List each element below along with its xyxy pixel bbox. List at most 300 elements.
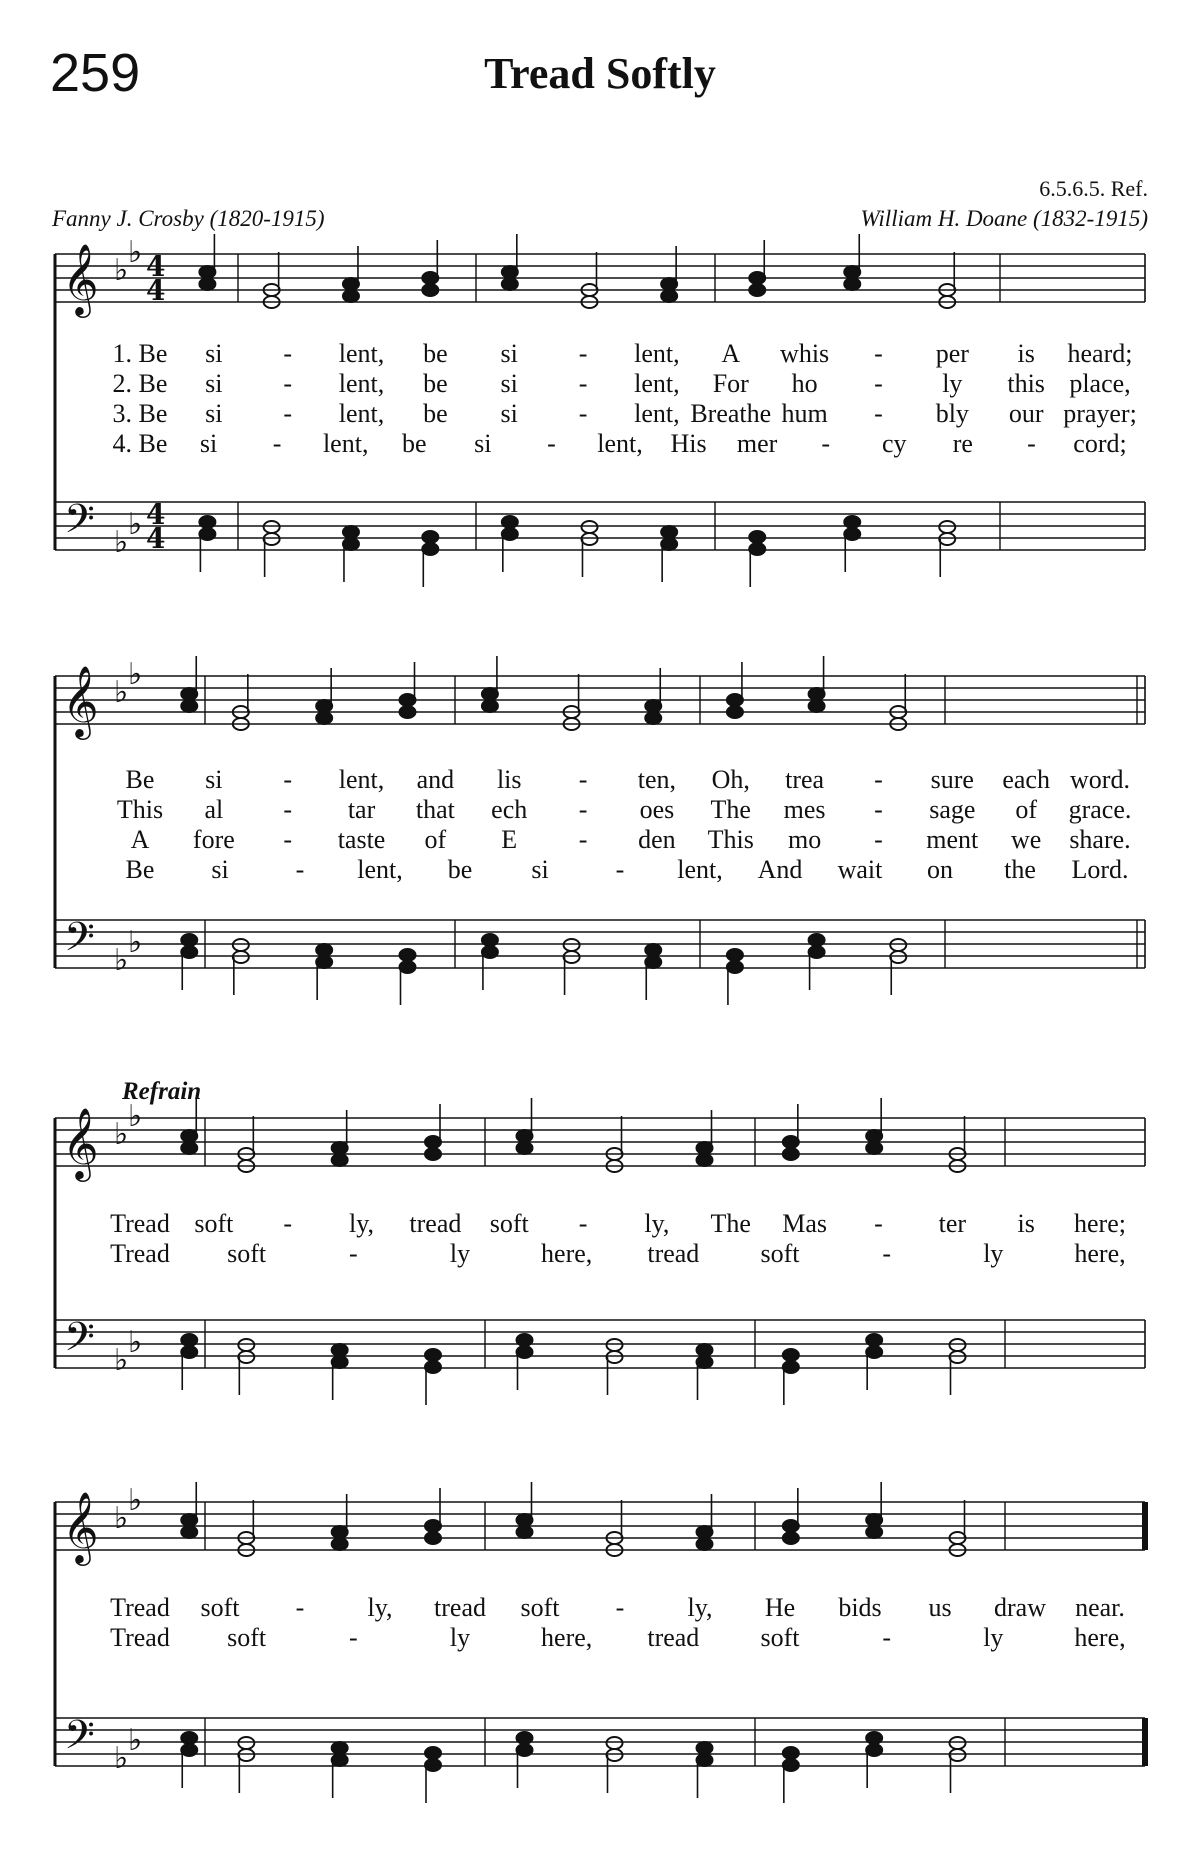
treble-note-head [809,688,825,700]
bass-note-head [264,521,280,533]
treble-note-head [866,1514,882,1526]
bass-note-head [199,516,215,528]
lyric-syllable: draw [994,1593,1046,1622]
lyric-syllable: ly [942,369,963,398]
bass-note-head [645,956,661,968]
flat-sign: ♭ [128,1325,143,1360]
lyric-syllable: on [927,855,953,884]
bass-note-head [607,1339,623,1351]
flat-sign: ♭ [128,507,143,542]
treble-note-head [697,1142,713,1154]
bass-note-head [181,1346,197,1358]
lyric-syllable: ment [926,825,979,854]
treble-note-head [697,1538,713,1550]
lyric-syllable: and [416,765,455,794]
lyric-syllable: sure [930,765,974,794]
lyric-syllable: we [1010,825,1042,854]
lyric-syllable: mes [783,795,826,824]
flat-sign: ♭ [114,1501,129,1536]
bass-note-head [517,1744,533,1756]
lyric-syllable: Lord. [1071,855,1129,884]
lyric-syllable: - [821,429,831,458]
bass-note-head [607,1737,623,1749]
lyric-syllable: is [1017,1209,1035,1238]
bass-clef-icon: 𝄢 [64,1712,95,1768]
lyric-syllable: hum [781,399,828,428]
treble-clef-icon: 𝄞 [62,1490,99,1563]
lyric-syllable: For [712,369,749,398]
bass-note-head [238,1749,254,1761]
treble-note-head [199,266,215,278]
lyric-syllable: taste [337,825,386,854]
lyric-syllable: is [1017,339,1035,368]
lyric-syllable: ech [491,795,528,824]
treble-note-head [181,688,197,700]
lyric-syllable: Tread [110,1593,170,1622]
flat-sign: ♭ [128,235,143,270]
lyric-syllable: whis [780,339,830,368]
lyric-syllable: ly [449,1239,471,1268]
lyric-syllable: soft [227,1623,267,1652]
lyric-syllable: al [204,795,224,824]
bass-note-head [517,1346,533,1358]
lyric-syllable: ly, [687,1593,713,1622]
lyric-syllable: the [1004,855,1036,884]
lyric-syllable: - [874,369,883,398]
bass-note-head [422,531,438,543]
lyric-syllable: lent, [322,429,369,458]
hymn-number: 259 [50,43,141,103]
time-signature: 4 [146,498,166,531]
treble-note-head [749,284,765,296]
lyric-syllable: - [283,1209,293,1238]
bass-note-head [727,961,743,973]
bass-note-head [233,939,249,951]
bass-note-head [890,939,906,951]
lyric-syllable: here; [1074,1209,1126,1238]
lyric-syllable: The [710,795,751,824]
treble-note-head [783,1532,799,1544]
treble-note-head [727,706,743,718]
lyric-syllable: 4. Be [112,429,168,458]
bass-note-head [517,1334,533,1346]
bass-note-head [332,1742,348,1754]
bass-note-head [181,946,197,958]
treble-note-head [332,1154,348,1166]
lyric-syllable: - [874,795,883,824]
lyric-syllable: Tread [110,1239,170,1268]
bass-note-head [425,1361,441,1373]
treble-clef-icon: 𝄞 [62,242,99,315]
flat-sign: ♭ [128,1099,143,1134]
lyric-syllable: This [116,795,164,824]
treble-note-head [645,712,661,724]
lyric-syllable: The [710,1209,751,1238]
lyric-syllable: lent, [338,399,385,428]
bass-note-head [950,1737,966,1749]
lyric-syllable: - [1027,429,1036,458]
lyric-syllable: bids [838,1593,882,1622]
lyric-syllable: place, [1069,369,1131,398]
lyric-syllable: tar [347,795,376,824]
treble-note-head [482,700,498,712]
lyric-syllable: tread [647,1239,700,1268]
bass-note-head [238,1339,254,1351]
lyric-syllable: - [882,1239,892,1268]
lyric-syllable: trea [785,765,825,794]
lyric-syllable: - [295,855,305,884]
lyric-syllable: - [615,1593,625,1622]
lyric-syllable: tread [434,1593,486,1622]
bass-note-head [332,1344,348,1356]
lyric-syllable: be [447,855,473,884]
bass-note-head [749,531,765,543]
lyric-syllable: Be [125,765,155,794]
flat-sign: ♭ [128,925,143,960]
lyric-syllable: sage [929,795,976,824]
treble-note-head [645,700,661,712]
bass-note-head [783,1759,799,1771]
treble-note-head [181,1130,197,1142]
treble-clef-icon: 𝄞 [62,664,99,737]
treble-note-head [422,272,438,284]
bass-note-head [607,1749,623,1761]
lyric-syllable: - [295,1593,305,1622]
lyric-syllable: be [423,399,448,428]
lyric-syllable: si [205,369,223,398]
lyric-syllable: soft [200,1593,240,1622]
treble-note-head [866,1130,882,1142]
bass-note-head [181,1744,197,1756]
lyric-syllable: bly [935,399,969,428]
lyric-syllable: word. [1070,765,1130,794]
treble-note-head [316,700,332,712]
bass-note-head [783,1747,799,1759]
lyric-syllable: grace. [1068,795,1132,824]
treble-note-head [727,694,743,706]
bass-note-head [425,1759,441,1771]
bass-note-head [697,1344,713,1356]
lyric-syllable: us [928,1593,952,1622]
lyric-syllable: si [205,339,223,368]
bass-note-head [564,939,580,951]
treble-note-head [502,266,518,278]
lyric-syllable: near. [1075,1593,1125,1622]
treble-note-head [661,290,677,302]
lyric-syllable: here, [1074,1623,1126,1652]
flat-sign: ♭ [128,657,143,692]
bass-note-head [607,1351,623,1363]
lyric-syllable: si [500,339,518,368]
lyric-syllable: ly [983,1623,1004,1652]
bass-note-head [939,521,955,533]
lyric-syllable: ly, [367,1593,393,1622]
bass-note-head [316,944,332,956]
flat-sign: ♭ [114,943,129,978]
bass-note-head [238,1737,254,1749]
bass-note-head [844,516,860,528]
lyric-syllable: heard; [1067,339,1133,368]
lyric-syllable: cord; [1073,429,1127,458]
treble-note-head [400,694,416,706]
lyric-syllable: si [531,855,549,884]
lyric-syllable: lent, [634,399,680,428]
lyric-syllable: E [501,825,518,854]
bass-note-head [564,951,580,963]
bass-note-head [866,1744,882,1756]
lyric-syllable: - [882,1623,892,1652]
lyric-syllable: lent, [634,339,680,368]
lyric-syllable: ly, [644,1209,670,1238]
lyric-syllable: Breathe [690,399,772,428]
lyric-syllable: of [1015,795,1037,824]
lyric-syllable: - [874,765,883,794]
lyric-syllable: - [874,825,883,854]
lyric-syllable: - [283,825,293,854]
lyric-syllable: And [757,855,803,884]
treble-note-head [343,278,359,290]
lyric-syllable: den [638,825,676,854]
lyric-syllable: soft [760,1623,800,1652]
lyric-syllable: 3. Be [112,399,168,428]
lyric-syllable: - [283,339,293,368]
bass-note-head [950,1749,966,1761]
bass-note-head [645,944,661,956]
lyric-syllable: - [578,795,588,824]
bass-clef-icon: 𝄢 [64,914,95,970]
flat-sign: ♭ [114,675,129,710]
treble-note-head [425,1136,441,1148]
bass-note-head [939,533,955,545]
bass-clef-icon: 𝄢 [64,1314,95,1370]
lyric-syllable: lis [496,765,522,794]
bass-note-head [238,1351,254,1363]
flat-sign: ♭ [128,1483,143,1518]
bass-note-head [482,934,498,946]
lyric-syllable: - [615,855,625,884]
flat-sign: ♭ [114,1117,129,1152]
bass-clef-icon: 𝄢 [64,496,95,552]
flat-sign: ♭ [114,253,129,288]
bass-note-head [343,538,359,550]
lyric-syllable: si [500,399,518,428]
lyric-syllable: be [402,429,427,458]
lyric-syllable: si [474,429,492,458]
bass-note-head [866,1732,882,1744]
treble-note-head [866,1142,882,1154]
flat-sign: ♭ [128,1723,143,1758]
lyric-syllable: - [874,339,883,368]
bass-note-head [332,1356,348,1368]
lyric-syllable: per [935,339,969,368]
treble-note-head [332,1538,348,1550]
treble-note-head [181,1514,197,1526]
treble-note-head [783,1520,799,1532]
bass-note-head [783,1349,799,1361]
composer-credit: William H. Doane (1832-1915) [860,206,1148,231]
bass-note-head [422,543,438,555]
lyric-syllable: 1. Be [112,339,168,368]
lyric-syllable: Tread [110,1209,170,1238]
bass-note-head [199,528,215,540]
treble-note-head [181,1142,197,1154]
lyric-syllable: fore [192,825,235,854]
lyric-syllable: - [348,1623,358,1652]
treble-note-head [783,1136,799,1148]
treble-clef-icon: 𝄞 [62,1106,99,1179]
lyric-syllable: oes [639,795,675,824]
lyric-syllable: ly [449,1623,471,1652]
treble-note-head [502,278,518,290]
lyric-syllable: Oh, [711,765,750,794]
lyric-syllable: soft [489,1209,529,1238]
treble-note-head [809,700,825,712]
lyric-syllable: that [415,795,455,824]
treble-note-head [425,1532,441,1544]
bass-note-head [783,1361,799,1373]
author-credit: Fanny J. Crosby (1820-1915) [52,206,325,231]
bass-note-head [950,1351,966,1363]
lyric-syllable: lent, [677,855,723,884]
bass-note-head [316,956,332,968]
bass-note-head [950,1339,966,1351]
lyric-syllable: - [578,399,588,428]
bass-note-head [809,934,825,946]
treble-note-head [517,1130,533,1142]
bass-note-head [400,949,416,961]
lyric-syllable: si [199,429,218,458]
bass-note-head [581,533,597,545]
lyric-syllable: - [547,429,556,458]
lyric-syllable: of [424,825,447,854]
meter-label: 6.5.6.5. Ref. [1039,176,1148,201]
treble-note-head [400,706,416,718]
flat-sign: ♭ [114,525,129,560]
lyric-syllable: - [578,369,588,398]
flat-sign: ♭ [114,1741,129,1776]
treble-note-head [844,278,860,290]
lyric-syllable: Tread [110,1623,170,1652]
treble-note-head [517,1142,533,1154]
bass-note-head [866,1346,882,1358]
lyric-syllable: - [578,1209,588,1238]
lyric-syllable: soft [194,1209,234,1238]
treble-note-head [425,1148,441,1160]
bass-note-head [502,516,518,528]
lyric-syllable: si [211,855,229,884]
treble-note-head [332,1142,348,1154]
lyric-syllable: lent, [357,855,403,884]
bass-note-head [502,528,518,540]
treble-note-head [749,272,765,284]
bass-note-head [482,946,498,958]
treble-note-head [181,700,197,712]
lyric-syllable: prayer; [1063,399,1137,428]
time-signature: 4 [146,274,166,307]
lyric-syllable: - [874,1209,883,1238]
flat-sign: ♭ [114,1343,129,1378]
bass-note-head [425,1747,441,1759]
lyric-syllable: Be [125,855,155,884]
lyric-syllable: - [283,369,293,398]
bass-note-head [661,526,677,538]
lyric-syllable: - [578,765,588,794]
lyric-syllable: A [721,339,741,368]
bass-note-head [697,1742,713,1754]
bass-note-head [233,951,249,963]
treble-note-head [199,278,215,290]
lyric-syllable: lent, [634,369,680,398]
lyric-syllable: soft [760,1239,800,1268]
lyric-syllable: here, [541,1623,593,1652]
lyric-syllable: 2. Be [112,369,168,398]
treble-note-head [866,1526,882,1538]
bass-note-head [425,1349,441,1361]
bass-note-head [749,543,765,555]
treble-note-head [517,1514,533,1526]
bass-note-head [890,951,906,963]
lyric-syllable: mer [736,429,778,458]
lyric-syllable: soft [227,1239,267,1268]
bass-note-head [844,528,860,540]
lyric-syllable: our [1008,399,1044,428]
treble-note-head [332,1526,348,1538]
lyric-syllable: ly, [349,1209,375,1238]
lyric-syllable: His [670,429,707,458]
time-signature: 4 [146,522,166,555]
treble-note-head [181,1526,197,1538]
lyric-syllable: This [707,825,754,854]
treble-note-head [343,290,359,302]
bass-note-head [661,538,677,550]
lyric-syllable: each [1002,765,1050,794]
lyric-syllable: lent, [338,369,385,398]
lyric-syllable: here, [541,1239,593,1268]
bass-note-head [809,946,825,958]
lyric-syllable: mo [787,825,822,854]
lyric-syllable: lent, [338,765,385,794]
bass-note-head [727,949,743,961]
lyric-syllable: here, [1074,1239,1126,1268]
lyric-syllable: - [874,399,883,428]
treble-note-head [425,1520,441,1532]
lyric-syllable: si [205,765,223,794]
lyric-syllable: be [423,339,448,368]
lyric-syllable: ten, [637,765,677,794]
bass-note-head [332,1754,348,1766]
bass-note-head [343,526,359,538]
bass-note-head [517,1732,533,1744]
lyric-syllable: lent, [338,339,385,368]
lyric-syllable: this [1007,369,1045,398]
lyric-syllable: - [283,795,293,824]
treble-note-head [517,1526,533,1538]
lyric-syllable: - [578,339,588,368]
hymn-title: Tread Softly [484,49,716,98]
bass-note-head [697,1754,713,1766]
bass-note-head [581,521,597,533]
treble-note-head [661,278,677,290]
lyric-syllable: soft [520,1593,560,1622]
lyric-syllable: be [423,369,448,398]
bass-note-head [181,1732,197,1744]
lyric-syllable: - [283,765,293,794]
lyric-syllable: A [130,825,150,854]
lyric-syllable: re [952,429,973,458]
lyric-syllable: ly [983,1239,1004,1268]
treble-note-head [422,284,438,296]
treble-note-head [316,712,332,724]
